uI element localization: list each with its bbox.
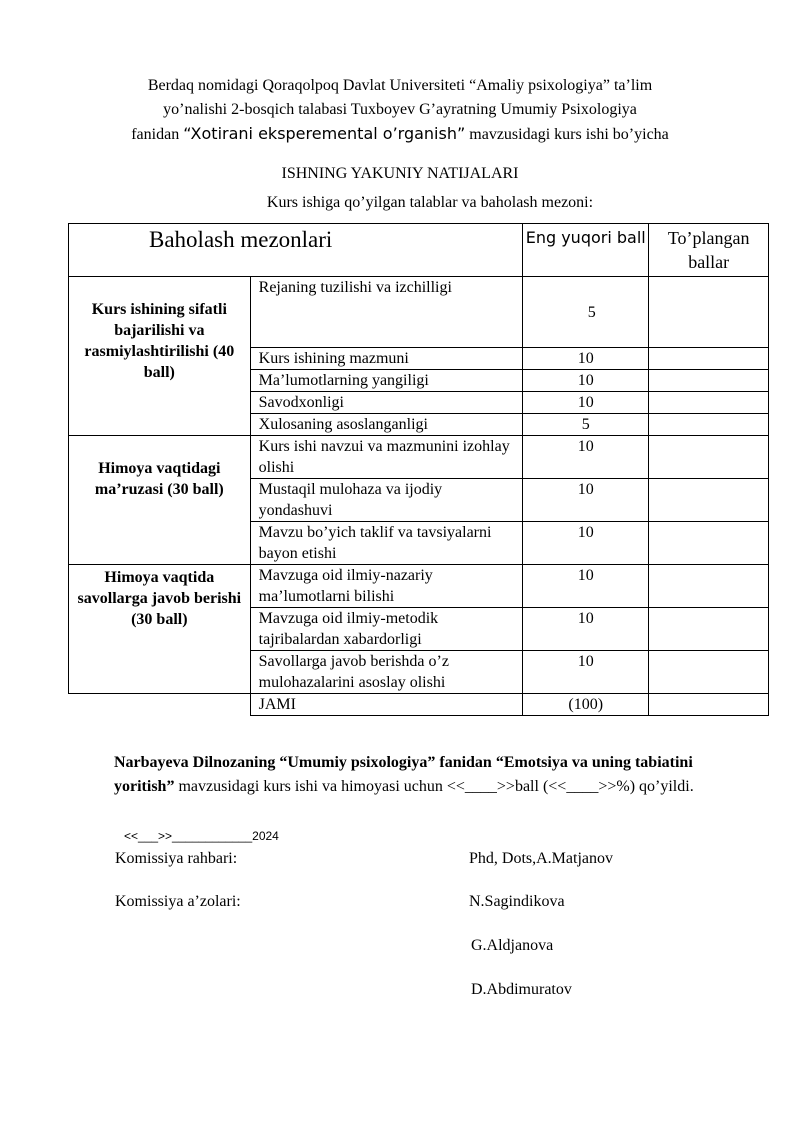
requirements-title: Kurs ishiga qo’yilgan talablar va baholash mezoni: xyxy=(266,194,594,211)
header-topic: “Xotirani eksperemental o’rganish” xyxy=(183,124,466,143)
total-spacer xyxy=(69,694,251,716)
max-score-cell: 5 xyxy=(523,414,649,436)
score-cell[interactable] xyxy=(649,608,769,651)
header-line-3 xyxy=(60,122,740,147)
commission-chair-label: Komissiya rahbari: xyxy=(115,850,238,867)
verdict-text xyxy=(114,751,754,799)
header-line-3-pre: fanidan xyxy=(131,126,184,143)
criterion-cell: Ma’lumotlarning yangiligi xyxy=(250,370,522,392)
table-row xyxy=(69,565,769,608)
score-cell[interactable] xyxy=(649,348,769,370)
criterion-cell: Mavzuga oid ilmiy-metodik tajribalardan xabardorligi xyxy=(250,608,522,651)
total-row xyxy=(69,694,769,716)
max-score-cell: 10 xyxy=(523,479,649,522)
group-title: Himoya vaqtidagi ma’ruzasi (30 ball) xyxy=(69,436,251,565)
total-label: JAMI xyxy=(250,694,522,716)
verdict-rest: mavzusidagi kurs ishi va himoyasi uchun <<____>>ball (<<____>>%) qo’yildi. xyxy=(174,778,694,795)
max-score-cell: 10 xyxy=(523,370,649,392)
criterion-cell: Savodxonligi xyxy=(250,392,522,414)
document-header xyxy=(60,74,740,147)
group-title: Kurs ishining sifatli bajarilishi va rasmiylashtirilishi (40 ball) xyxy=(69,277,251,436)
group-title: Himoya vaqtida savollarga javob berishi (30 ball) xyxy=(69,565,251,694)
score-cell[interactable] xyxy=(649,522,769,565)
criterion-cell: Xulosaning asoslanganligi xyxy=(250,414,522,436)
criterion-cell: Kurs ishi navzui va mazmunini izohlay olishi xyxy=(250,436,522,479)
table-row xyxy=(69,277,769,348)
score-cell[interactable] xyxy=(649,392,769,414)
score-cell[interactable] xyxy=(649,414,769,436)
max-score-cell: 10 xyxy=(523,651,649,694)
header-scored: To’plangan ballar xyxy=(649,224,769,277)
criteria-table xyxy=(68,223,769,716)
max-score-cell: 10 xyxy=(523,392,649,414)
score-cell[interactable] xyxy=(649,277,769,348)
verdict-bold: Narbayeva Dilnozaning “Umumiy psixologiya” fanidan “Emotsiya va uning tabiatini yoritish” xyxy=(114,754,693,795)
criterion-cell: Mustaqil mulohaza va ijodiy yondashuvi xyxy=(250,479,522,522)
criterion-cell: Kurs ishining mazmuni xyxy=(250,348,522,370)
criterion-cell: Mavzu bo’yich taklif va tavsiyalarni bayon etishi xyxy=(250,522,522,565)
score-cell[interactable] xyxy=(649,565,769,608)
results-title: ISHNING YAKUNIY NATIJALARI xyxy=(281,165,519,182)
score-cell[interactable] xyxy=(649,436,769,479)
header-criteria: Baholash mezonlari xyxy=(69,224,523,277)
max-score-cell: 10 xyxy=(523,436,649,479)
max-score-cell: 10 xyxy=(523,565,649,608)
max-score-cell: 10 xyxy=(523,608,649,651)
score-cell[interactable] xyxy=(649,479,769,522)
criterion-cell: Rejaning tuzilishi va izchilligi xyxy=(250,277,522,348)
max-score-cell: 5 xyxy=(523,277,649,348)
criterion-cell: Mavzuga oid ilmiy-nazariy ma’lumotlarni bilishi xyxy=(250,565,522,608)
max-score-cell: 10 xyxy=(523,522,649,565)
total-max: (100) xyxy=(523,694,649,716)
max-score-cell: 10 xyxy=(523,348,649,370)
header-line-2: yo’nalishi 2-bosqich talabasi Tuxboyev G’ayratning Umumiy Psixologiya xyxy=(163,101,637,118)
commission-chair-name: Phd, Dots,A.Matjanov xyxy=(469,850,613,867)
commission-member: D.Abdimuratov xyxy=(471,981,572,998)
table-header-row xyxy=(69,224,769,277)
total-score[interactable] xyxy=(649,694,769,716)
commission-members-label: Komissiya a’zolari: xyxy=(115,893,241,910)
score-cell[interactable] xyxy=(649,651,769,694)
table-row xyxy=(69,436,769,479)
criterion-cell: Savollarga javob berishda o’z mulohazalarini asoslay olishi xyxy=(250,651,522,694)
commission-member: G.Aldjanova xyxy=(471,937,554,954)
date-line: <<___>>____________2024 xyxy=(124,829,279,843)
header-line-3-post: mavzusidagi kurs ishi bo’yicha xyxy=(465,126,669,143)
header-max-score: Eng yuqori ball xyxy=(523,224,649,277)
commission-member: N.Sagindikova xyxy=(469,893,565,910)
score-cell[interactable] xyxy=(649,370,769,392)
header-line-1: Berdaq nomidagi Qoraqolpoq Davlat Universiteti “Amaliy psixologiya” ta’lim xyxy=(147,77,653,94)
